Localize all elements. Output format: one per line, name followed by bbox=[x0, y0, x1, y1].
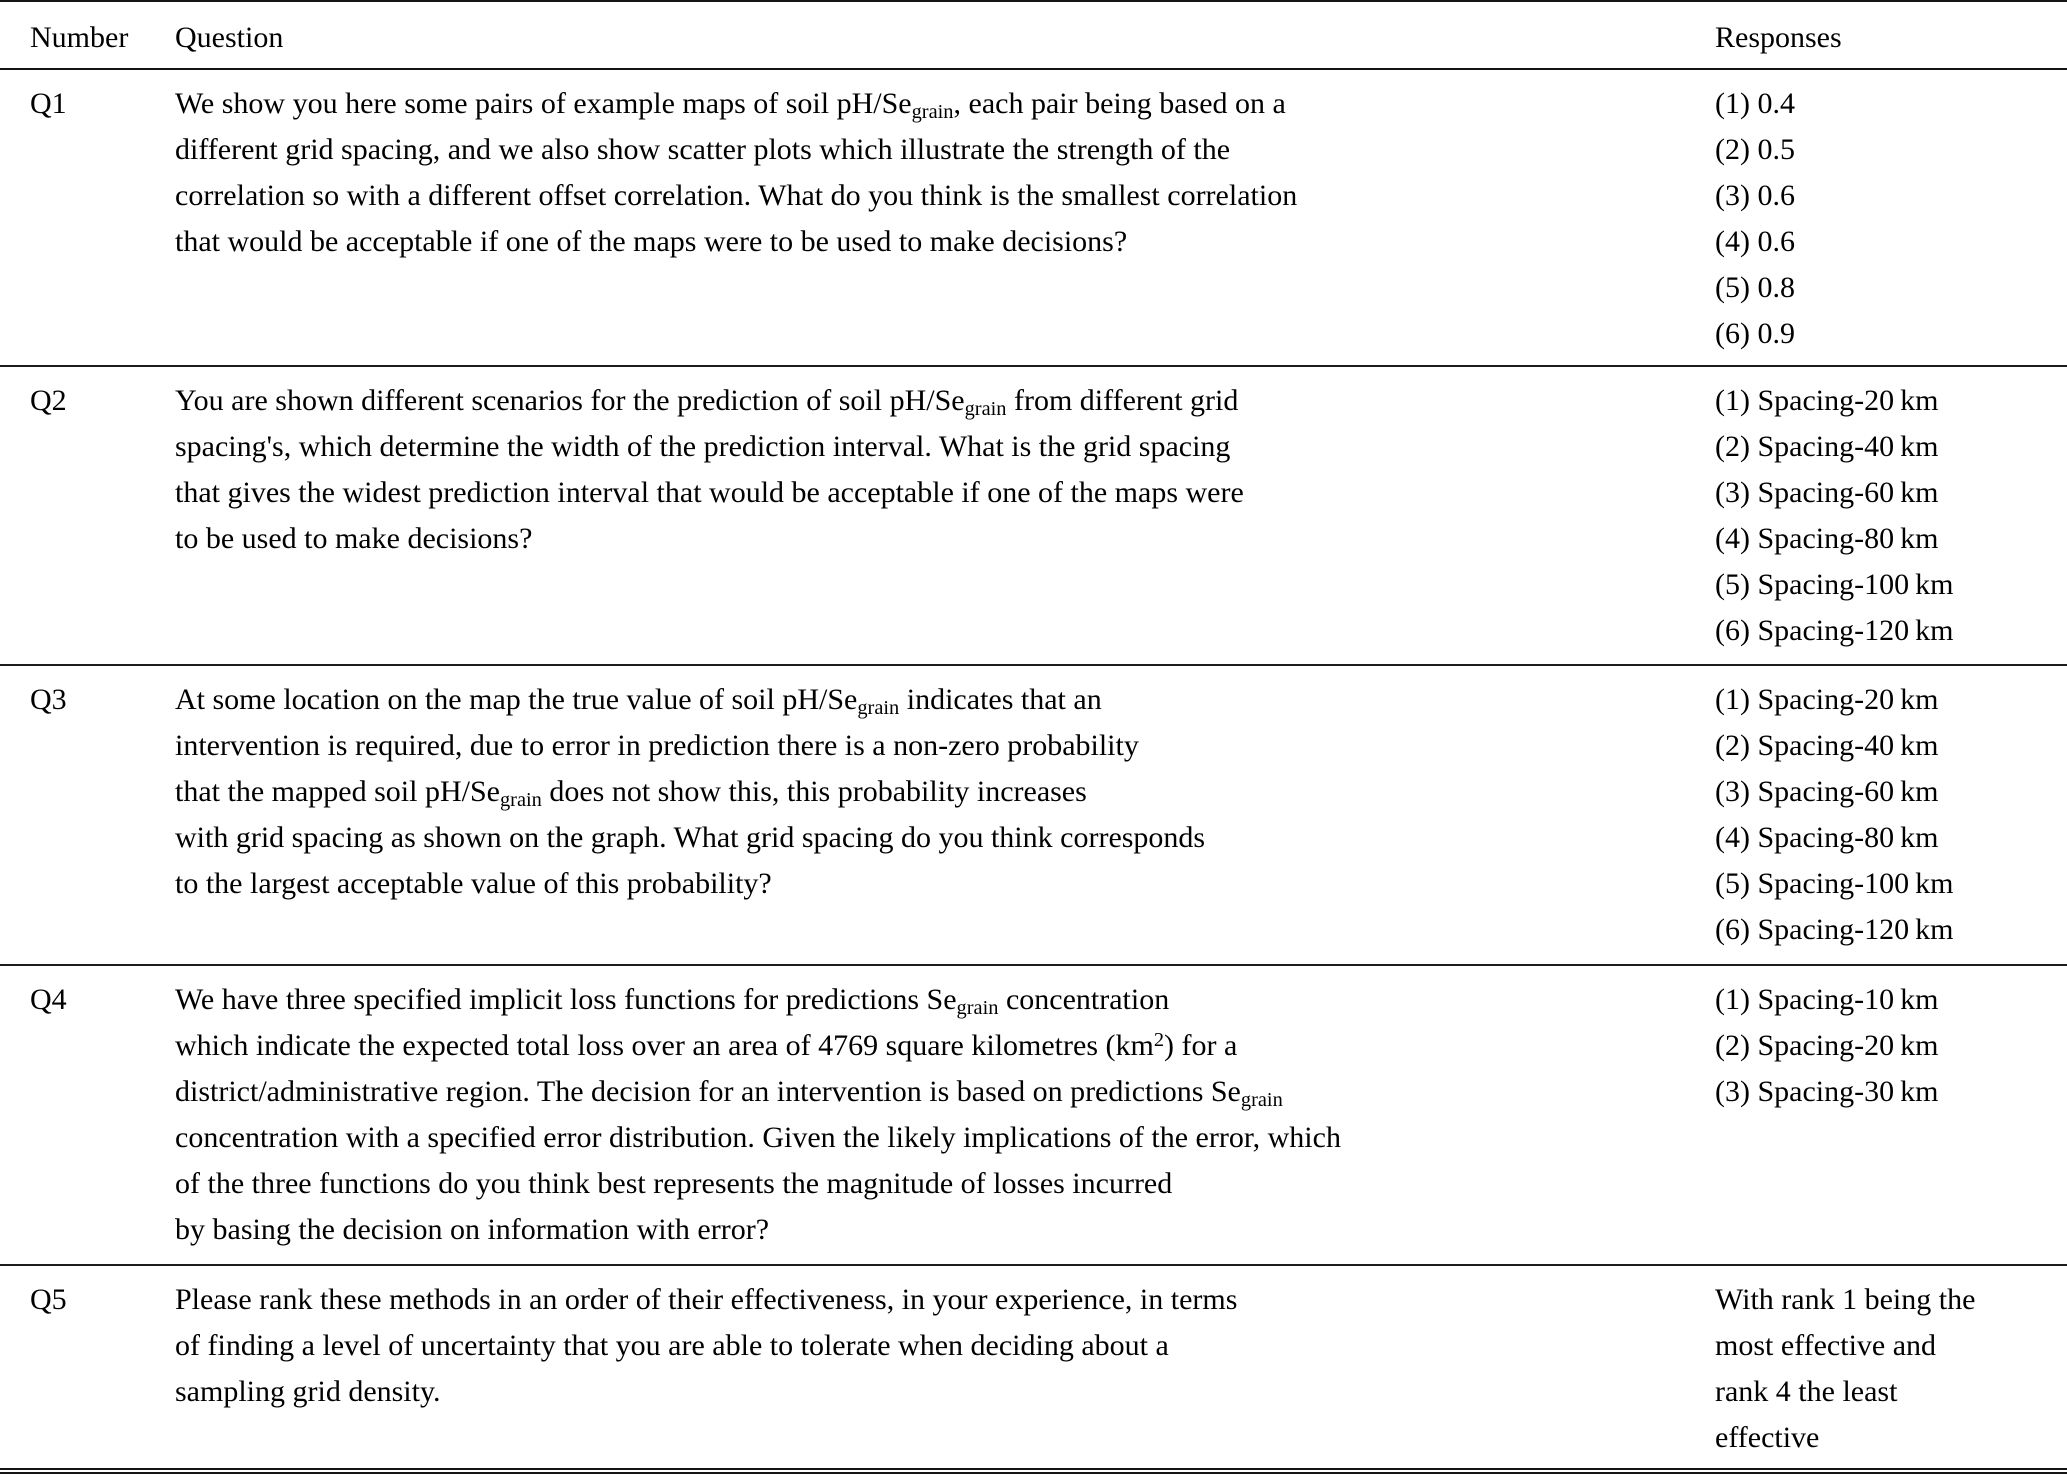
response-line: (6) Spacing-120 km bbox=[1715, 614, 1954, 647]
response-line: (1) Spacing-20 km bbox=[1715, 384, 1939, 417]
question-text bbox=[175, 69, 1685, 366]
table-row bbox=[0, 965, 2067, 1265]
question-line: by basing the decision on information with error? bbox=[175, 1213, 770, 1246]
response-line: With rank 1 being the bbox=[1715, 1283, 1976, 1316]
question-text bbox=[175, 1265, 1685, 1468]
question-number: Q1 bbox=[30, 87, 67, 120]
response-line: effective bbox=[1715, 1421, 1820, 1454]
question-line: spacing's, which determine the width of the prediction interval. What is the grid spacing bbox=[175, 430, 1231, 463]
response-line: (3) Spacing-60 km bbox=[1715, 476, 1939, 509]
question-line: sampling grid density. bbox=[175, 1375, 441, 1408]
question-line: to the largest acceptable value of this probability? bbox=[175, 867, 772, 900]
question-line: to be used to make decisions? bbox=[175, 522, 533, 555]
response-line: (4) Spacing-80 km bbox=[1715, 821, 1939, 854]
question-line: different grid spacing, and we also show scatter plots which illustrate the strength of the bbox=[175, 133, 1231, 166]
question-line: We have three specified implicit loss functions for predictions $Se_{grain}$ concentration bbox=[175, 983, 1170, 1020]
response-line: (3) Spacing-60 km bbox=[1715, 775, 1939, 808]
question-responses bbox=[1685, 665, 2067, 965]
response-line: (2) Spacing-40 km bbox=[1715, 430, 1939, 463]
question-responses bbox=[1685, 69, 2067, 366]
question-line: district/administrative region. The decision for an intervention is based on predictions $Se_{grain}$ bbox=[175, 1075, 1283, 1112]
response-line: most effective and bbox=[1715, 1329, 1937, 1362]
question-line: of finding a level of uncertainty that you are able to tolerate when deciding about a bbox=[175, 1329, 1169, 1362]
response-line: (4) 0.6 bbox=[1715, 225, 1795, 258]
response-line: (2) 0.5 bbox=[1715, 133, 1795, 166]
question-line: that gives the widest prediction interval that would be acceptable if one of the maps were bbox=[175, 476, 1244, 509]
response-line: (5) 0.8 bbox=[1715, 271, 1795, 304]
question-line: You are shown different scenarios for the prediction of soil $pH/Se_{grain}$ from different grid bbox=[175, 384, 1239, 421]
response-line: (5) Spacing-100 km bbox=[1715, 867, 1954, 900]
response-line: (2) Spacing-20 km bbox=[1715, 1029, 1939, 1062]
response-line: (6) Spacing-120 km bbox=[1715, 913, 1954, 946]
question-number: Q4 bbox=[30, 983, 67, 1016]
question-line: At some location on the map the true value of soil $pH/Se_{grain}$ indicates that an bbox=[175, 683, 1102, 720]
question-text bbox=[175, 366, 1685, 665]
question-line: which indicate the expected total loss over an area of 4769 square kilometres $(km^2)$ for a bbox=[175, 1028, 1238, 1062]
response-line: (3) Spacing-30 km bbox=[1715, 1075, 1939, 1108]
response-line: rank 4 the least bbox=[1715, 1375, 1898, 1408]
response-line: (2) Spacing-40 km bbox=[1715, 729, 1939, 762]
question-line: intervention is required, due to error in prediction there is a non-zero probability bbox=[175, 729, 1139, 762]
column-header-question: Question bbox=[175, 21, 284, 54]
table-bottom-rule bbox=[0, 1468, 2067, 1474]
table-body bbox=[0, 69, 2067, 1468]
table-header bbox=[0, 1, 2067, 69]
response-line: (5) Spacing-100 km bbox=[1715, 568, 1954, 601]
response-line: (4) Spacing-80 km bbox=[1715, 522, 1939, 555]
question-responses bbox=[1685, 1265, 2067, 1468]
question-text bbox=[175, 965, 1685, 1265]
question-number: Q2 bbox=[30, 384, 67, 417]
response-line: (1) Spacing-20 km bbox=[1715, 683, 1939, 716]
question-responses bbox=[1685, 965, 2067, 1265]
question-line: that would be acceptable if one of the maps were to be used to make decisions? bbox=[175, 225, 1128, 258]
column-header-responses: Responses bbox=[1715, 21, 1842, 54]
response-line: (1) Spacing-10 km bbox=[1715, 983, 1939, 1016]
response-line: (6) 0.9 bbox=[1715, 317, 1795, 350]
question-line: We show you here some pairs of example maps of soil $pH/Se_{grain}$, each pair being based on a bbox=[175, 87, 1286, 124]
question-line: that the mapped soil $pH/Se_{grain}$ does not show this, this probability increases bbox=[175, 775, 1087, 812]
question-responses bbox=[1685, 366, 2067, 665]
question-line: with grid spacing as shown on the graph. What grid spacing do you think corresponds bbox=[175, 821, 1206, 854]
table-row bbox=[0, 1265, 2067, 1468]
question-line: of the three functions do you think best represents the magnitude of losses incurred bbox=[175, 1167, 1173, 1200]
response-line: (1) 0.4 bbox=[1715, 87, 1795, 120]
question-line: concentration with a specified error distribution. Given the likely implications of the error, which bbox=[175, 1121, 1341, 1154]
table-row bbox=[0, 665, 2067, 965]
question-line: correlation so with a different offset correlation. What do you think is the smallest correlation bbox=[175, 179, 1298, 212]
question-number: Q5 bbox=[30, 1283, 67, 1316]
column-header-number: Number bbox=[30, 21, 129, 54]
question-line: Please rank these methods in an order of their effectiveness, in your experience, in terms bbox=[175, 1283, 1238, 1316]
question-number: Q3 bbox=[30, 683, 67, 716]
response-line: (3) 0.6 bbox=[1715, 179, 1795, 212]
question-text bbox=[175, 665, 1685, 965]
table-row bbox=[0, 69, 2067, 366]
table-row bbox=[0, 366, 2067, 665]
